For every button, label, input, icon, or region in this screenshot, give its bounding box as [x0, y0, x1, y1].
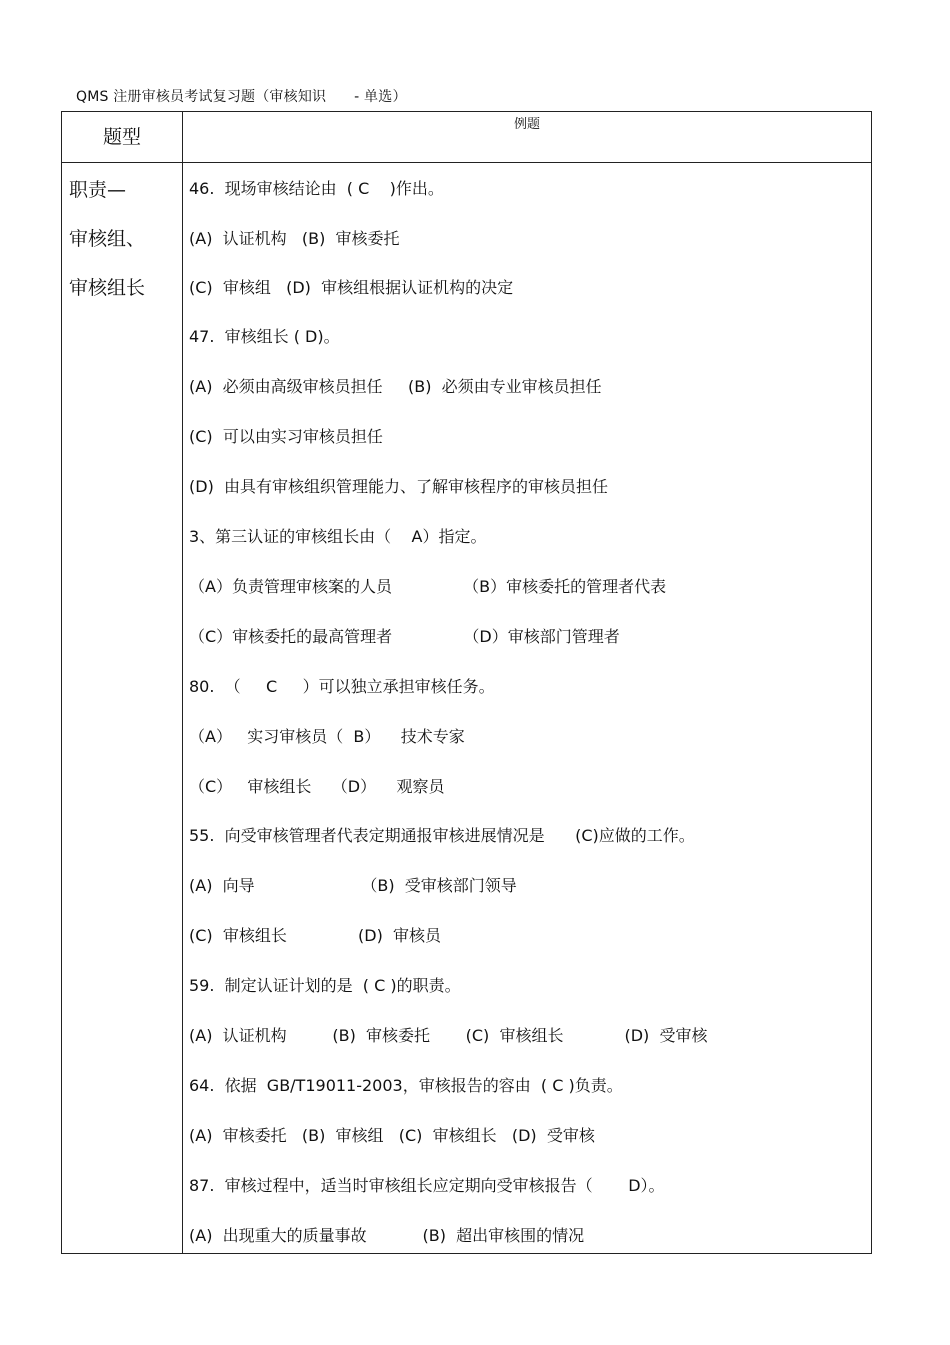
option-line: (C) 审核组 (D) 审核组根据认证机构的决定	[189, 278, 514, 297]
question-table	[61, 111, 872, 1254]
header-type: 题型	[102, 126, 141, 148]
option-line: （A）负责管理审核案的人员 （B）审核委托的管理者代表	[189, 577, 667, 596]
option-line: (D) 由具有审核组织管理能力、了解审核程序的审核员担任	[189, 477, 608, 496]
option-line: (A) 认证机构 (B) 审核委托 (C) 审核组长 (D) 受审核	[189, 1026, 708, 1045]
question-line: 80. （ C ）可以独立承担审核任务。	[189, 677, 495, 696]
document-title: QMS 注册审核员考试复习题（审核知识 - 单选）	[76, 89, 407, 105]
category-line: 审核组长	[69, 277, 146, 299]
question-line: 3、第三认证的审核组长由（ A）指定。	[189, 527, 487, 546]
option-line: （C）审核委托的最高管理者 （D）审核部门管理者	[189, 627, 620, 646]
question-line: 46. 现场审核结论由 ( C )作出。	[189, 179, 444, 198]
question-line: 55. 向受审核管理者代表定期通报审核进展情况是 (C)应做的工作。	[189, 826, 695, 845]
category-line: 审核组、	[69, 228, 146, 250]
question-line: 59. 制定认证计划的是 ( C )的职责。	[189, 976, 461, 995]
option-line: （C） 审核组长 （D） 观察员	[189, 777, 445, 796]
category-line: 职责—	[69, 179, 127, 201]
question-line: 47. 审核组长 ( D)。	[189, 327, 340, 346]
option-line: （A） 实习审核员（ B） 技术专家	[189, 727, 465, 746]
option-line: (A) 出现重大的质量事故 (B) 超出审核围的情况	[189, 1226, 585, 1245]
option-line: (A) 必须由高级审核员担任 (B) 必须由专业审核员担任	[189, 377, 602, 396]
option-line: (C) 审核组长 (D) 审核员	[189, 926, 442, 945]
option-line: (A) 向导 （B) 受审核部门领导	[189, 876, 517, 895]
column-divider	[182, 112, 183, 1253]
header-divider	[62, 162, 871, 163]
question-line: 64. 依据 GB/T19011-2003，审核报告的容由 ( C )负责。	[189, 1076, 623, 1095]
option-line: (A) 审核委托 (B) 审核组 (C) 审核组长 (D) 受审核	[189, 1126, 595, 1145]
header-example: 例题	[513, 117, 540, 132]
option-line: (A) 认证机构 (B) 审核委托	[189, 229, 400, 248]
option-line: (C) 可以由实习审核员担任	[189, 427, 383, 446]
question-line: 87. 审核过程中，适当时审核组长应定期向受审核报告（ D）。	[189, 1176, 665, 1195]
